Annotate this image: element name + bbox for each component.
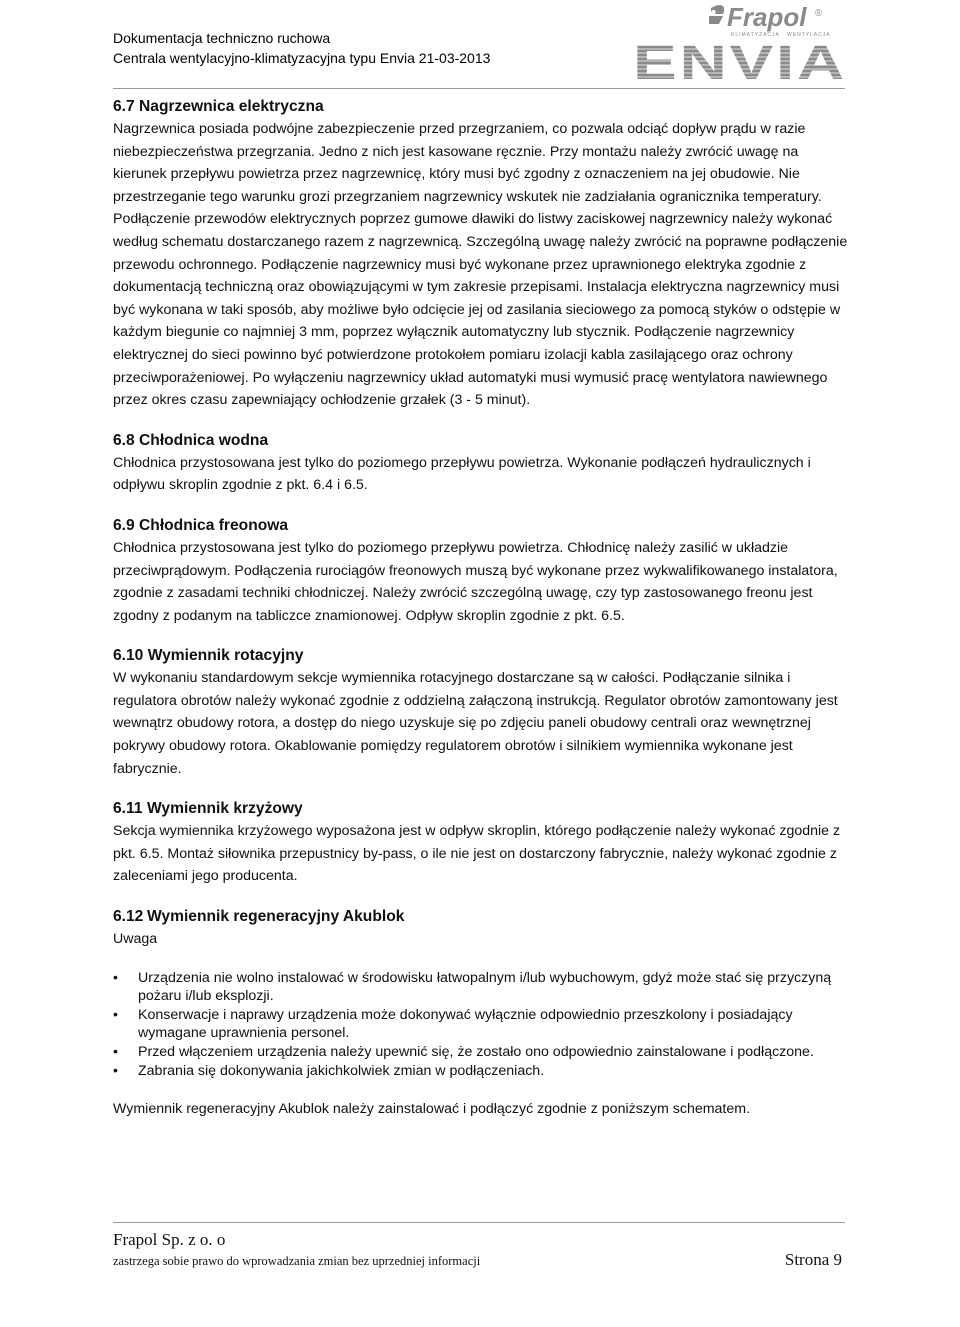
section-title: Nagrzewnica elektryczna — [139, 98, 324, 115]
section-number: 6.10 — [113, 647, 144, 665]
warning-list — [113, 969, 848, 1081]
footer-note: zastrzega sobie prawo do wprowadzania zmian bez uprzedniej informacji — [113, 1254, 481, 1268]
warning-label: Uwaga — [113, 931, 158, 948]
section-paragraph: Nagrzewnica posiada podwójne zabezpieczenie przed przegrzaniem, co pozwala odciąć dopływ prądu w razie niebezpieczeństwa przegrzania. Jedno z nich jest kasowane ręcznie. Przy montażu należy zwrócić uwagę na kierunek przepływu powietrza przez nagrzewnicę, który musi być zgodny z oznaczeniem na jej obudowie. Nie przestrzeganie tego warunku grozi przegrzaniem nagrzewnicy wskutek nie zadziałania ogranicznika temperatury. Podłączenie przewodów elektrycznych poprzez gumowe dławiki do listwy zaciskowej nagrzewnicy należy wykonać według schematu dostarczanego razem z nagrzewnicą. Szczególną uwagę należy zwrócić na poprawne podłączenie przewodu ochronnego. Podłączenie nagrzewnicy musi być wykonane przez uprawnionego elektryka zgodnie z dokumentacją techniczną oraz obowiązującymi w tym zakresie przepisami. Instalacja elektryczna nagrzewnicy musi być wykonana w taki sposób, aby możliwe było odcięcie jej od zasilania sieciowego za pomocą styków o odstępie w każdym biegunie co najmniej 3 mm, poprzez wyłącznik automatyczny lub stycznik. Podłączenie nagrzewnicy elektrycznej do sieci powinno być potwierdzone protokołem pomiaru izolacji kabla zasilającego oraz ochrony przeciwporażeniowej. Po wyłączeniu nagrzewnicy układ automatyki musi wymusić pracę wentylatora nawiewnego przez okres czasu zapewniający ochłodzenie grzałek (3 - 5 minut). — [113, 121, 848, 409]
section-number: 6.12 — [113, 908, 144, 926]
bullet-icon: • — [113, 1006, 118, 1023]
section-6-12 — [113, 906, 848, 951]
page-header — [113, 2, 853, 88]
section-title: Wymiennik rotacyjny — [147, 647, 304, 665]
section-number: 6.8 — [113, 431, 135, 449]
bullet-icon: • — [113, 1062, 118, 1079]
logo-brand: Frapol — [727, 2, 807, 32]
section-6-10 — [113, 645, 848, 780]
bullet-icon: • — [113, 969, 118, 986]
section-6-9 — [113, 515, 848, 627]
header-subtitle: Centrala wentylacyjno-klimatyzacyjna typu Envia 21-03-2013 — [113, 50, 491, 66]
logo-registered: ® — [815, 8, 823, 19]
section-6-7 — [113, 96, 848, 412]
list-item: • Przed włączeniem urządzenia należy upewnić się, że zostało ono odpowiednio zainstalowane i podłączone. — [113, 1044, 814, 1060]
logo-product: ENVIA — [633, 37, 847, 82]
section-paragraph: Sekcja wymiennika krzyżowego wyposażona jest w odpływ skroplin, którego podłączenie należy wykonać zgodnie z pkt. 6.5. Montaż siłownika przepustnicy by-pass, o ile nie jest on dostarczony fabrycznie, należy wykonać zgodnie z zaleceniami jego producenta. — [113, 823, 841, 885]
bullet-icon: • — [113, 1044, 118, 1060]
list-item: • Zabrania się dokonywania jakichkolwiek zmian w podłączeniach. — [113, 1062, 545, 1079]
section-heading — [113, 645, 848, 667]
frapol-envia-logo — [623, 2, 853, 82]
footer-rule — [113, 1222, 845, 1223]
section-title: Wymiennik krzyżowy — [147, 800, 303, 818]
frapol-mark-icon — [709, 5, 724, 24]
footer-company: Frapol Sp. z o. o — [113, 1230, 226, 1249]
closing-paragraph: Wymiennik regeneracyjny Akublok należy zainstalować i podłączyć zgodnie z poniższym schematem. — [113, 1101, 751, 1118]
list-item: • Urządzenia nie wolno instalować w środowisku łatwopalnym i/lub wybuchowym, gdyż może stać się przyczyną pożaru i/lub eksplozji. — [113, 969, 832, 1005]
section-title: Wymiennik regeneracyjny Akublok — [147, 908, 405, 926]
section-title: Chłodnica wodna — [139, 431, 269, 449]
header-title: Dokumentacja techniczno ruchowa — [113, 30, 331, 46]
section-heading — [113, 798, 848, 820]
section-heading — [113, 96, 848, 118]
section-heading — [113, 430, 848, 452]
section-heading — [113, 906, 848, 928]
page-number: Strona 9 — [784, 1250, 842, 1269]
section-number: 6.11 — [113, 800, 143, 818]
section-paragraph: Chłodnica przystosowana jest tylko do poziomego przepływu powietrza. Chłodnicę należy zasilić w układzie przeciwprądowym. Podłączenia rurociągów freonowych muszą być wykonane przez wykwalifikowanego instalatora, zgodnie z zasadami techniki chłodniczej. Należy zwrócić szczególną uwagę, czy typ zastosowanego freonu jest zgodny z podanym na tabliczce znamionowej. Odpływ skroplin zgodnie z pkt. 6.5. — [113, 539, 838, 624]
section-6-11 — [113, 798, 848, 888]
section-number: 6.7 — [113, 98, 135, 115]
section-heading — [113, 515, 848, 537]
section-6-8 — [113, 430, 848, 497]
section-title: Chłodnica freonowa — [139, 516, 289, 534]
section-paragraph: W wykonaniu standardowym sekcje wymiennika rotacyjnego dostarczane są w całości. Podłączanie silnika i regulatora obrotów należy wykonać zgodnie z oddzielną załączoną instrukcją. Regulator obrotów zamontowany jest wewnątrz obudowy rotora, a dostęp do niego uzyskuje się po zdjęciu paneli obudowy centrali oraz wewnętrznej pokrywy obudowy rotora. Okablowanie pomiędzy regulatorem obrotów i silnikiem wymiennika wykonane jest fabrycznie. — [113, 670, 838, 777]
section-paragraph: Chłodnica przystosowana jest tylko do poziomego przepływu powietrza. Wykonanie podłączeń hydraulicznych i odpływu skroplin zgodnie z pkt. 6.4 i 6.5. — [113, 454, 811, 494]
header-rule — [113, 88, 845, 89]
document-body — [113, 96, 848, 1121]
section-number: 6.9 — [113, 516, 135, 534]
list-item: • Konserwacje i naprawy urządzenia może dokonywać wyłącznie odpowiednio przeszkolony i posiadający wymagane uprawnienia personel. — [113, 1006, 793, 1042]
logo-tagline: KLIMATYZACJA · WENTYLACJA — [731, 32, 831, 38]
